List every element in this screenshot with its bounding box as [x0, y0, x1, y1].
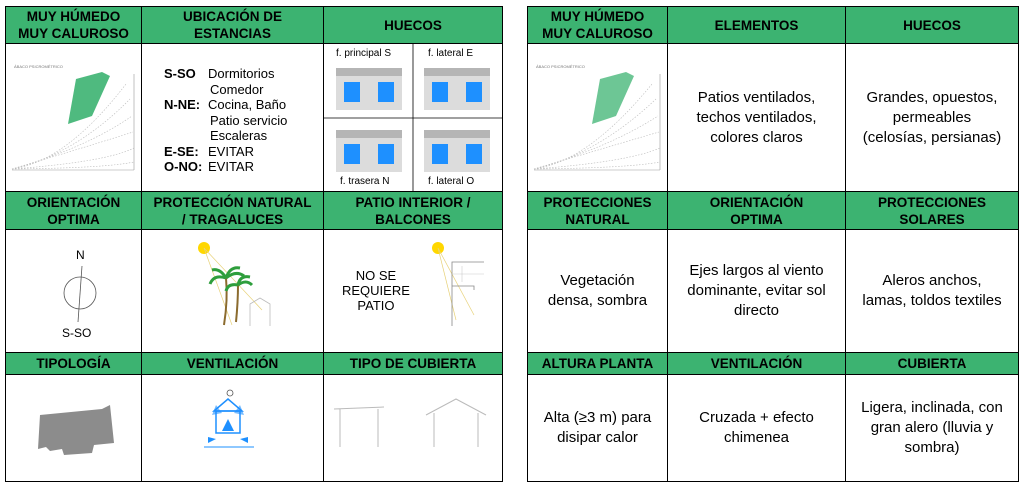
- header-proteccion: PROTECCIÓN NATURAL / TRAGALUCES: [142, 192, 324, 230]
- header-tipologia: TIPOLOGÍA: [6, 353, 142, 375]
- compass-south-label: S-SO: [62, 326, 92, 340]
- room-row: [164, 128, 287, 144]
- header-cubierta-right: CUBIERTA: [846, 353, 1018, 375]
- roof-types: [324, 375, 502, 481]
- header-ventilacion: VENTILACIÓN: [142, 353, 324, 375]
- svg-text:ÁBACO PSICROMÉTRICO: ÁBACO PSICROMÉTRICO: [536, 64, 585, 69]
- room-row: [164, 66, 287, 82]
- header-ventilacion-right: VENTILACIÓN: [668, 353, 846, 375]
- right-table: [527, 6, 1019, 482]
- room-locations: [142, 44, 324, 192]
- room-name: Dormitorios: [208, 66, 275, 81]
- room-row: [164, 144, 287, 160]
- compass-north-label: N: [76, 248, 85, 262]
- room-name: EVITAR: [208, 159, 254, 174]
- facade-lateral-o-label: f. lateral O: [428, 176, 475, 187]
- comfort-zone: [68, 72, 110, 124]
- room-orientation: E-SE:: [164, 143, 199, 159]
- ventilacion-text: Cruzada + efecto chimenea: [668, 375, 846, 481]
- elementos-text: Patios ventilados, techos ventilados, colores claros: [668, 44, 846, 192]
- huecos-text: Grandes, opuestos, permeables (celosías, persianas): [846, 44, 1018, 192]
- header-huecos-right: HUECOS: [846, 7, 1018, 44]
- patio-note: NO SE REQUIERE PATIO: [342, 268, 410, 313]
- room-row: [164, 113, 287, 129]
- building-plan-icon: [38, 405, 114, 455]
- comfort-zone: [592, 72, 634, 124]
- facades: [324, 44, 502, 192]
- header-elementos: ELEMENTOS: [668, 7, 846, 44]
- left-table: [5, 6, 503, 482]
- facade-principal-label: f. principal S: [336, 48, 392, 59]
- room-name: Cocina, Baño: [208, 97, 287, 112]
- header-altura: ALTURA PLANTA: [528, 353, 668, 375]
- header-orientacion-right: ORIENTACIÓN OPTIMA: [668, 192, 846, 230]
- facade-lateral-e-label: f. lateral E: [428, 48, 474, 59]
- compass: [6, 230, 142, 353]
- typology-plan: [6, 375, 142, 481]
- room-name: EVITAR: [208, 143, 254, 159]
- header-orientacion: ORIENTACIÓN OPTIMA: [6, 192, 142, 230]
- cubierta-text: Ligera, inclinada, con gran alero (lluvia y sombra): [861, 399, 1003, 456]
- header-huecos: HUECOS: [324, 7, 502, 44]
- room-orientation: S-SO: [164, 66, 196, 81]
- palm-tree-icon: [210, 268, 252, 325]
- altura-text: Alta (≥3 m) para disipar calor: [528, 375, 668, 481]
- header-clima: MUY HÚMEDO MUY CALUROSO: [6, 7, 142, 44]
- ventilation-diagram: [142, 375, 324, 481]
- psychrometric-chart: [6, 44, 142, 192]
- room-name: Patio servicio: [210, 112, 288, 128]
- room-row: [164, 97, 287, 113]
- orientacion-text: Ejes largos al viento dominante, evitar sol directo: [668, 230, 846, 353]
- room-orientation: N-NE:: [164, 97, 201, 112]
- psychrometric-chart-right: [528, 44, 668, 192]
- header-clima-right: MUY HÚMEDO MUY CALUROSO: [528, 7, 668, 44]
- header-protecciones-natural: PROTECCIONES NATURAL: [528, 192, 668, 230]
- header-protecciones-solares: PROTECCIONES SOLARES: [846, 192, 1018, 230]
- palm-protection: [142, 230, 324, 353]
- patio-balcones: [324, 230, 502, 353]
- header-patio: PATIO INTERIOR / BALCONES: [324, 192, 502, 230]
- header-ubicacion: UBICACIÓN DE ESTANCIAS: [142, 7, 324, 44]
- facade-trasera-label: f. trasera N: [340, 176, 390, 187]
- protecciones-solares-text: Aleros anchos, lamas, toldos textiles: [846, 230, 1018, 353]
- room-row: [164, 159, 287, 175]
- room-name: Comedor: [210, 81, 264, 97]
- room-row: [164, 82, 287, 98]
- header-cubierta: TIPO DE CUBIERTA: [324, 353, 502, 375]
- proteccion-natural-text: Vegetación densa, sombra: [528, 230, 668, 353]
- room-name: Escaleras: [210, 128, 268, 143]
- room-orientation: O-NO:: [164, 159, 203, 174]
- svg-text:ÁBACO PSICROMÉTRICO: ÁBACO PSICROMÉTRICO: [14, 64, 63, 69]
